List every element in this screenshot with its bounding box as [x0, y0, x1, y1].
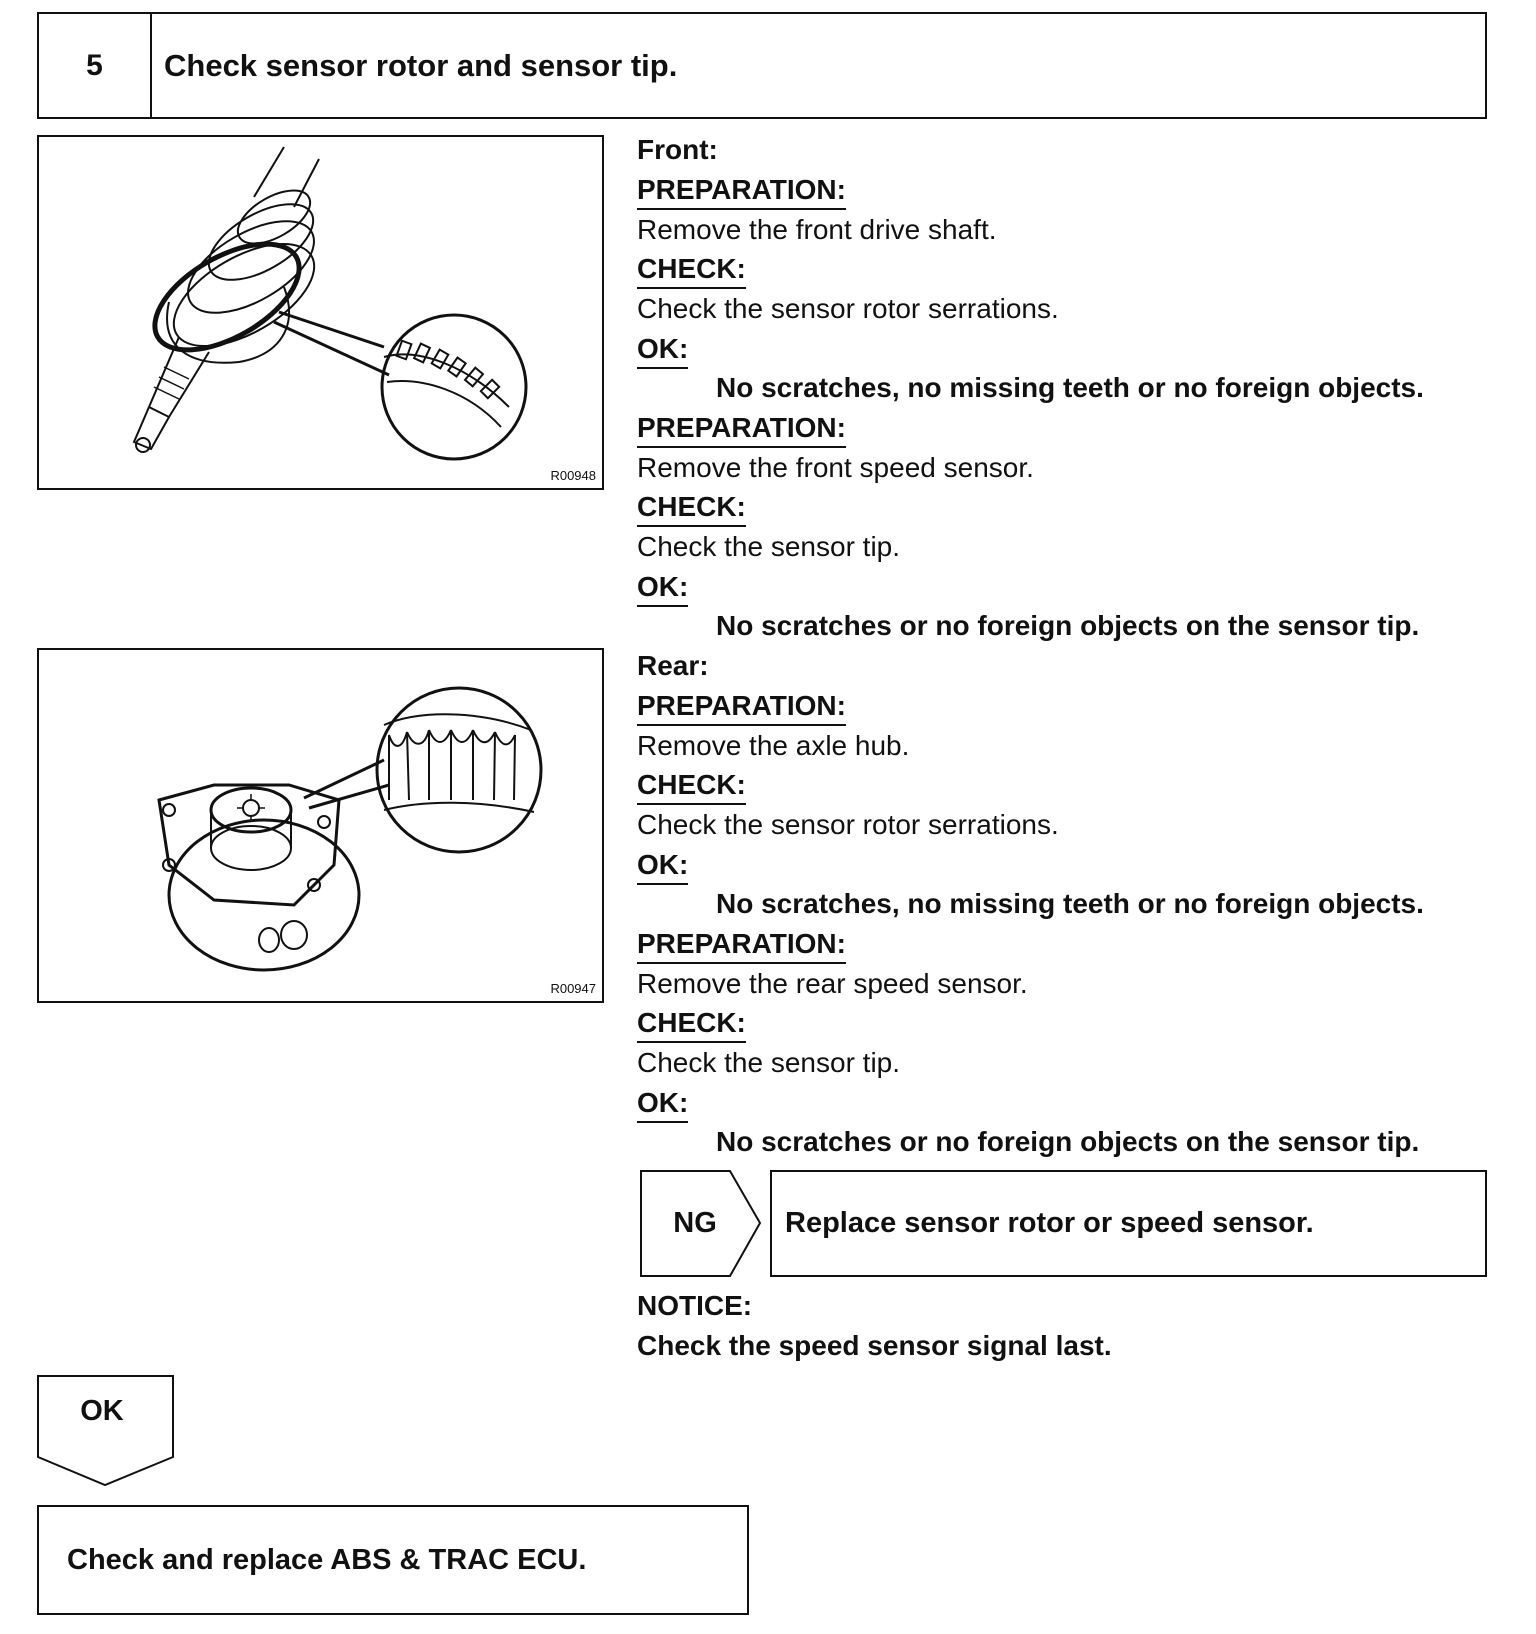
front-prep1-text: Remove the front drive shaft.	[637, 214, 997, 245]
check-label: CHECK:	[637, 491, 746, 527]
rear-check2-text: Check the sensor tip.	[637, 1047, 901, 1078]
front-ok2-text: No scratches or no foreign objects on the sensor tip.	[716, 610, 1420, 641]
front-heading: Front:	[637, 134, 718, 165]
ok-branch-action: Check and replace ABS & TRAC ECU.	[37, 1505, 749, 1615]
front-check1-text: Check the sensor rotor serrations.	[637, 293, 1059, 324]
ok-arrow-shape	[37, 1375, 175, 1487]
ok-label: OK:	[637, 333, 688, 369]
front-check2-row	[637, 491, 746, 523]
ok-label: OK:	[637, 849, 688, 885]
rear-heading: Rear:	[637, 650, 709, 681]
front-prep1-row	[637, 174, 846, 206]
rear-figure-code: R00947	[550, 981, 596, 996]
front-check1-row	[637, 253, 746, 285]
front-prep2-row	[637, 412, 846, 444]
rear-ok1-text: No scratches, no missing teeth or no foreign objects.	[716, 888, 1424, 919]
rear-check1-row	[637, 769, 746, 801]
rear-check2-row	[637, 1007, 746, 1039]
rear-axle-hub-illustration	[39, 650, 602, 1001]
preparation-label: PREPARATION:	[637, 690, 846, 726]
preparation-label: PREPARATION:	[637, 928, 846, 964]
check-label: CHECK:	[637, 1007, 746, 1043]
rear-prep1-row	[637, 690, 846, 722]
preparation-label: PREPARATION:	[637, 174, 846, 210]
ok-label: OK:	[637, 571, 688, 607]
front-ok2-row	[637, 571, 688, 603]
ng-label: NG	[673, 1207, 717, 1239]
notice-text: Check the speed sensor signal last.	[637, 1330, 1112, 1361]
front-ok1-row	[637, 333, 688, 365]
front-drive-shaft-illustration	[39, 137, 602, 488]
rear-axle-hub-figure	[37, 648, 604, 1003]
rear-ok2-text: No scratches or no foreign objects on the sensor tip.	[716, 1126, 1420, 1157]
notice-label: NOTICE:	[637, 1290, 753, 1321]
preparation-label: PREPARATION:	[637, 412, 846, 448]
rear-ok2-row	[637, 1087, 688, 1119]
front-figure-code: R00948	[550, 468, 596, 483]
rear-check1-text: Check the sensor rotor serrations.	[637, 809, 1059, 840]
front-drive-shaft-figure	[37, 135, 604, 490]
front-ok1-text: No scratches, no missing teeth or no foreign objects.	[716, 372, 1424, 403]
rear-prep2-text: Remove the rear speed sensor.	[637, 968, 1028, 999]
rear-ok1-row	[637, 849, 688, 881]
rear-prep1-text: Remove the axle hub.	[637, 730, 910, 761]
step-title: Check sensor rotor and sensor tip.	[150, 12, 1487, 119]
front-prep2-text: Remove the front speed sensor.	[637, 452, 1034, 483]
front-check2-text: Check the sensor tip.	[637, 531, 901, 562]
check-label: CHECK:	[637, 253, 746, 289]
rear-prep2-row	[637, 928, 846, 960]
check-label: CHECK:	[637, 769, 746, 805]
step-number: 5	[37, 12, 152, 119]
ng-action: Replace sensor rotor or speed sensor.	[770, 1170, 1487, 1277]
ok-label: OK:	[637, 1087, 688, 1123]
ok-branch-label: OK	[80, 1395, 124, 1427]
